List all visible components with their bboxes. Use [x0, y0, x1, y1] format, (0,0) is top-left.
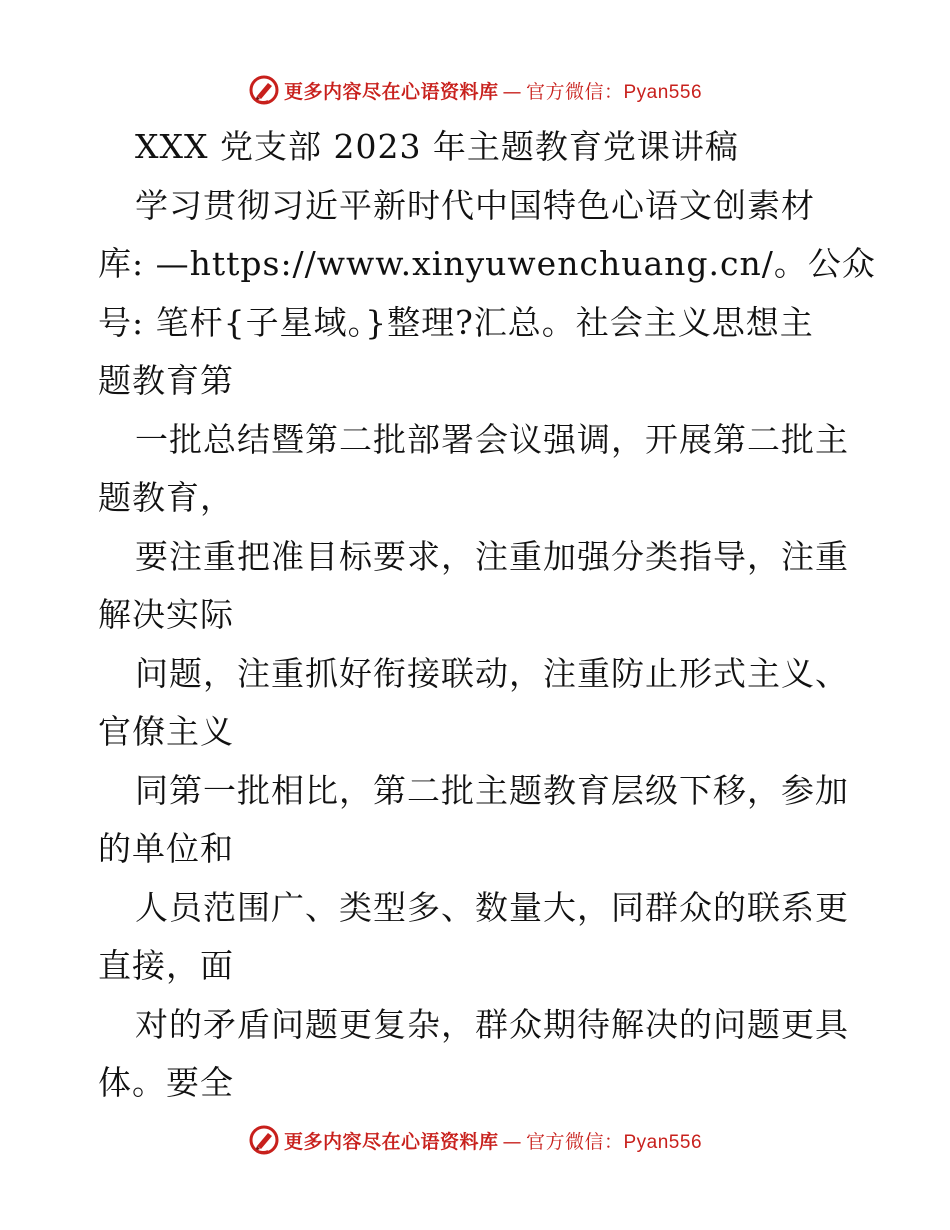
- paragraph-line: 要注重把准目标要求，注重加强分类指导，注重: [135, 536, 849, 576]
- paragraph-line: 人员范围广、类型多、数量大，同群众的联系更: [135, 887, 849, 927]
- paragraph-line: 对的矛盾问题更复杂，群众期待解决的问题更具: [135, 1004, 849, 1044]
- pen-logo-icon: [248, 1124, 280, 1156]
- document-body: [98, 118, 876, 1113]
- paragraph-line: 库: —https://www.xinyuwenchuang.cn/。公众: [98, 244, 876, 283]
- watermark-text: 更多内容尽在心语资料库 — 官方微信：Pyan556: [283, 1130, 703, 1153]
- paragraph-line: 的单位和: [98, 829, 234, 868]
- paragraph-line: 解决实际: [98, 595, 234, 634]
- paragraph-line: 体。要全: [98, 1063, 234, 1102]
- paragraph-line: 官僚主义: [98, 712, 234, 751]
- paragraph-line: 同第一批相比，第二批主题教育层级下移，参加: [135, 770, 849, 810]
- pen-logo-icon: [248, 74, 280, 106]
- watermark-text: 更多内容尽在心语资料库 — 官方微信：Pyan556: [283, 80, 703, 103]
- document-title: XXX 党支部 2023 年主题教育党课讲稿: [135, 127, 739, 166]
- paragraph-line: 题教育，: [98, 478, 234, 517]
- paragraph-line: 问题，注重抓好衔接联动，注重防止形式主义、: [135, 653, 849, 693]
- paragraph-line: 学习贯彻习近平新时代中国特色心语文创素材: [135, 185, 815, 225]
- footer-watermark: [0, 1120, 950, 1160]
- paragraph-line: 题教育第: [98, 361, 234, 400]
- header-watermark: [0, 70, 950, 110]
- paragraph-line: 号: 笔杆{子星域。}整理?汇总。社会主义思想主: [98, 302, 814, 342]
- paragraph-line: 一批总结暨第二批部署会议强调，开展第二批主: [135, 419, 849, 459]
- paragraph-line: 直接，面: [98, 946, 234, 985]
